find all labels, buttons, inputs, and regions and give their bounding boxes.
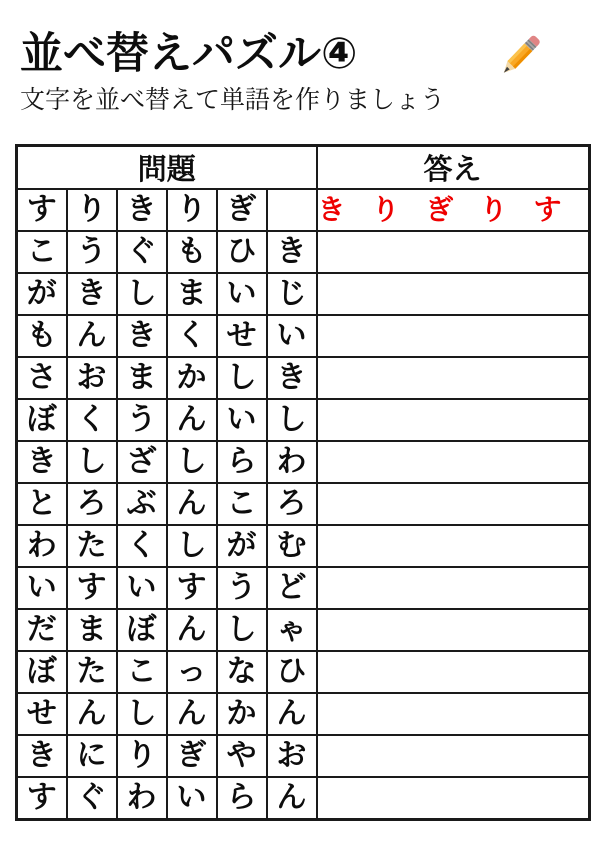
letter-cell: い [267,315,317,357]
letter-cell: り [117,735,167,777]
answer-cell [317,357,590,399]
letter-cell: し [117,273,167,315]
answer-cell [317,315,590,357]
letter-cell: ん [167,609,217,651]
letter-cell: す [167,567,217,609]
answer-cell [317,483,590,525]
letter-cell: ひ [217,231,267,273]
letter-cell: か [217,693,267,735]
letter-cell: ん [67,693,117,735]
letter-cell: ぼ [117,609,167,651]
letter-cell: き [267,231,317,273]
letter-cell: ぐ [117,231,167,273]
letter-cell: し [267,399,317,441]
letter-cell: き [17,441,67,483]
table-row [17,399,590,441]
answer-cell [317,567,590,609]
letter-cell: わ [117,777,167,819]
letter-cell: じ [267,273,317,315]
letter-cell: お [67,357,117,399]
table-row [17,315,590,357]
letter-cell: し [167,441,217,483]
letter-cell: ど [267,567,317,609]
letter-cell: ぎ [167,735,217,777]
table-row [17,735,590,777]
letter-cell: ん [167,483,217,525]
letter-cell: ろ [267,483,317,525]
letter-cell: む [267,525,317,567]
letter-cell: き [17,735,67,777]
answer-cell [317,777,590,819]
letter-cell: ん [167,693,217,735]
table-row [17,651,590,693]
letter-cell: ま [67,609,117,651]
letter-cell: お [267,735,317,777]
table-row [17,231,590,273]
letter-cell: す [17,189,67,231]
letter-cell: か [167,357,217,399]
letter-cell: ぎ [217,189,267,231]
letter-cell: す [67,567,117,609]
letter-cell: ゃ [267,609,317,651]
answer-cell [317,693,590,735]
letter-cell: ら [217,777,267,819]
letter-cell: と [17,483,67,525]
letter-cell: わ [17,525,67,567]
letter-cell: せ [17,693,67,735]
answer-cell [317,399,590,441]
letter-cell: し [67,441,117,483]
header-row [17,146,590,190]
letter-cell: っ [167,651,217,693]
letter-cell: ざ [117,441,167,483]
letter-cell: う [217,567,267,609]
letter-cell: り [167,189,217,231]
letter-cell: ん [267,693,317,735]
letter-cell: い [217,399,267,441]
letter-cell: き [67,273,117,315]
letter-cell: た [67,525,117,567]
letter-cell: し [217,357,267,399]
letter-cell: こ [17,231,67,273]
letter-cell: い [117,567,167,609]
letter-cell: が [217,525,267,567]
letter-cell: が [17,273,67,315]
letter-cell: ぐ [67,777,117,819]
table-row [17,525,590,567]
pencil-icon [492,26,548,90]
letter-cell: も [17,315,67,357]
letter-cell: ま [117,357,167,399]
letter-cell: り [67,189,117,231]
letter-cell: ん [267,777,317,819]
letter-cell: ぼ [17,651,67,693]
table-row [17,693,590,735]
letter-cell [267,189,317,231]
letter-cell: も [167,231,217,273]
letter-cell: な [217,651,267,693]
letter-cell: ろ [67,483,117,525]
table-row [17,189,590,231]
letter-cell: や [217,735,267,777]
letter-cell: し [117,693,167,735]
letter-cell: く [167,315,217,357]
answer-cell [317,609,590,651]
letter-cell: ん [67,315,117,357]
letter-cell: ま [167,273,217,315]
table-row [17,609,590,651]
letter-cell: だ [17,609,67,651]
puzzle-rows [17,189,590,819]
answer-cell: きりぎりす [317,189,590,231]
letter-cell: さ [17,357,67,399]
table-row [17,441,590,483]
answer-header: 答え [317,146,590,190]
answer-cell [317,525,590,567]
answer-cell [317,735,590,777]
letter-cell: う [117,399,167,441]
letter-cell: う [67,231,117,273]
letter-cell: す [17,777,67,819]
table-row [17,357,590,399]
letter-cell: わ [267,441,317,483]
answer-cell [317,273,590,315]
problem-header: 問題 [17,146,317,190]
letter-cell: く [67,399,117,441]
letter-cell: く [117,525,167,567]
letter-cell: き [117,315,167,357]
letter-cell: ん [167,399,217,441]
answer-cell [317,651,590,693]
puzzle-table [15,144,591,821]
letter-cell: こ [217,483,267,525]
letter-cell: い [17,567,67,609]
letter-cell: い [167,777,217,819]
letter-cell: き [117,189,167,231]
page-title: 並べ替えパズル④ [20,29,358,79]
table-row [17,273,590,315]
letter-cell: た [67,651,117,693]
letter-cell: し [167,525,217,567]
letter-cell: ぶ [117,483,167,525]
letter-cell: ぼ [17,399,67,441]
page-subtitle: 文字を並べ替えて単語を作りましょう [20,85,446,114]
letter-cell: き [267,357,317,399]
letter-cell: ひ [267,651,317,693]
letter-cell: い [217,273,267,315]
table-row [17,567,590,609]
letter-cell: ら [217,441,267,483]
answer-cell [317,231,590,273]
letter-cell: し [217,609,267,651]
letter-cell: に [67,735,117,777]
letter-cell: せ [217,315,267,357]
answer-cell [317,441,590,483]
table-row [17,777,590,819]
letter-cell: こ [117,651,167,693]
table-row [17,483,590,525]
